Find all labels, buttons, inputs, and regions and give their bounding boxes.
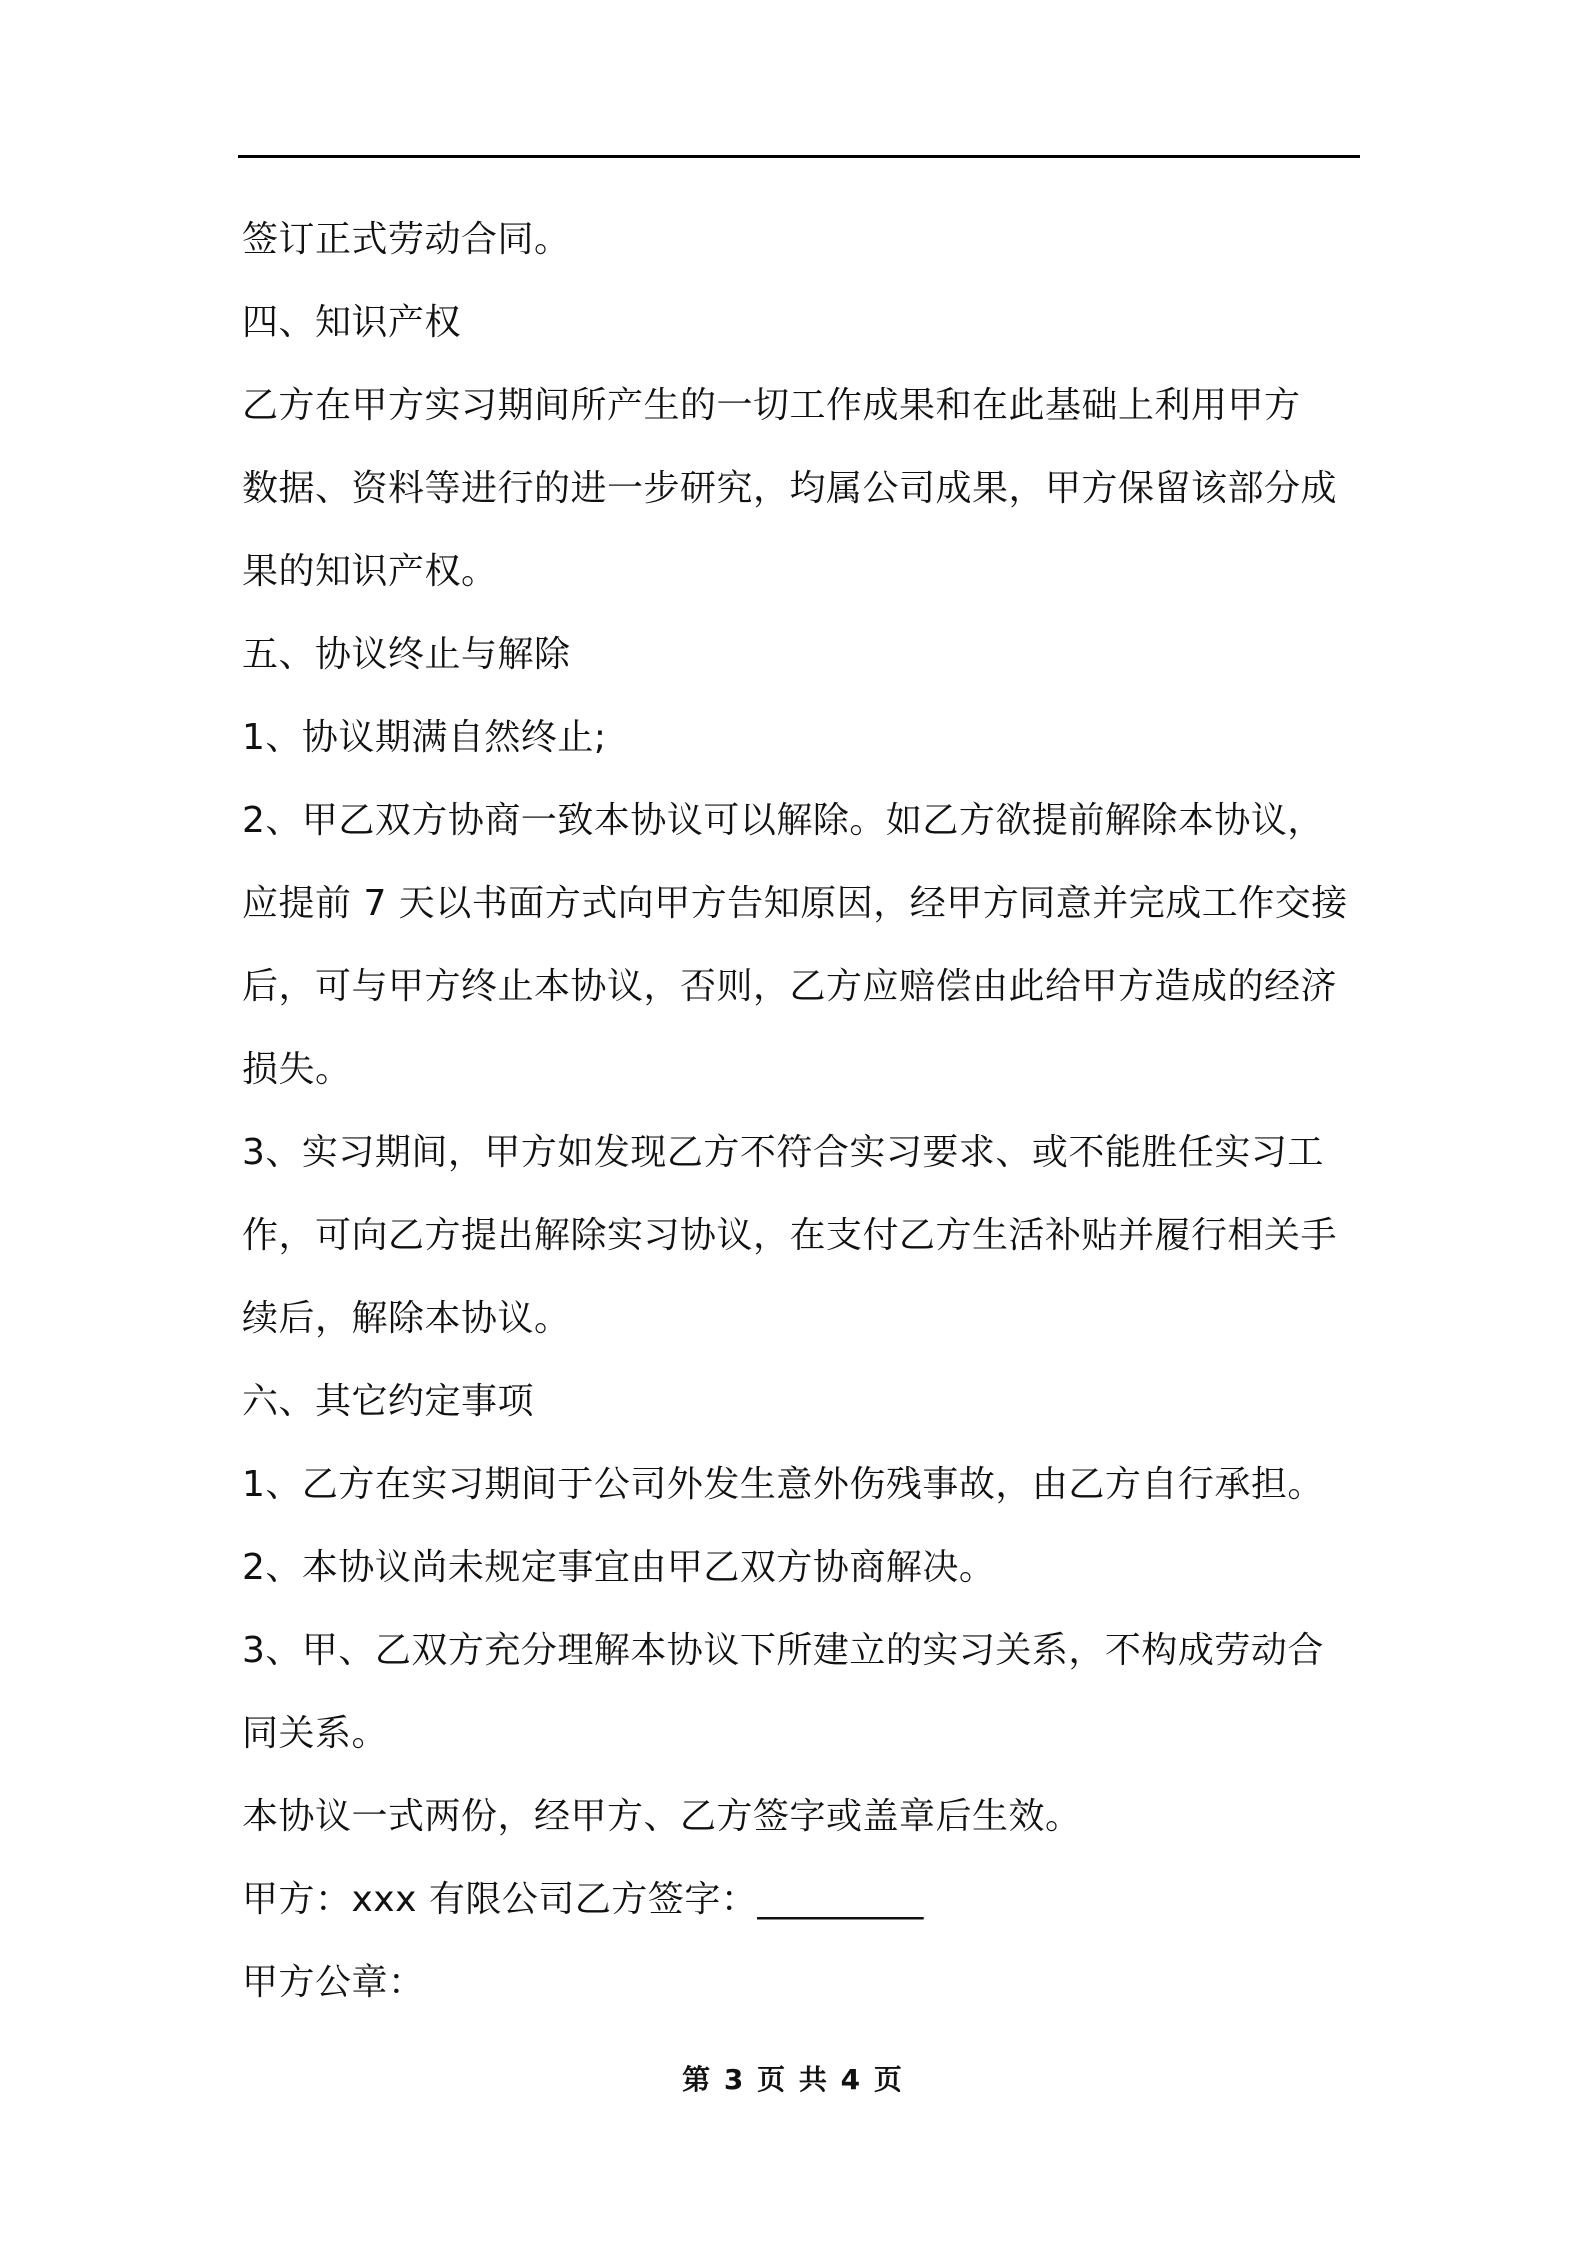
body-line: 2、本协议尚未规定事宜由甲乙双方协商解决。 <box>242 1547 996 1588</box>
body-line: 损失。 <box>242 1049 352 1090</box>
body-line: 1、乙方在实习期间于公司外发生意外伤残事故，由乙方自行承担。 <box>242 1464 1324 1505</box>
seal-line: 甲方公章： <box>242 1962 425 2003</box>
section-heading: 五、协议终止与解除 <box>242 634 571 675</box>
body-line: 果的知识产权。 <box>242 551 498 592</box>
body-line: 同关系。 <box>242 1713 389 1754</box>
body-line: 3、甲、乙双方充分理解本协议下所建立的实习关系，不构成劳动合 <box>242 1630 1324 1671</box>
document-body <box>242 198 1358 2024</box>
body-line: 作，可向乙方提出解除实习协议，在支付乙方生活补贴并履行相关手 <box>242 1215 1338 1256</box>
section-heading: 六、其它约定事项 <box>242 1381 535 1422</box>
body-line: 应提前 7 天以书面方式向甲方告知原因，经甲方同意并完成工作交接 <box>242 883 1348 924</box>
body-line: 乙方在甲方实习期间所产生的一切工作成果和在此基础上利用甲方 <box>242 385 1301 426</box>
body-line: 后，可与甲方终止本协议，否则，乙方应赔偿由此给甲方造成的经济 <box>242 966 1338 1007</box>
body-line: 3、实习期间，甲方如发现乙方不符合实习要求、或不能胜任实习工 <box>242 1132 1324 1173</box>
header-rule <box>238 155 1360 158</box>
body-line: 本协议一式两份，经甲方、乙方签字或盖章后生效。 <box>242 1796 1082 1837</box>
signature-line: 甲方：xxx 有限公司乙方签字：_________ <box>242 1879 924 1920</box>
body-line: 续后，解除本协议。 <box>242 1298 571 1339</box>
page-footer: 第 3 页 共 4 页 <box>682 2063 904 2096</box>
body-line: 1、协议期满自然终止; <box>242 717 607 758</box>
body-line: 数据、资料等进行的进一步研究，均属公司成果，甲方保留该部分成 <box>242 468 1338 509</box>
body-line: 2、甲乙双方协商一致本协议可以解除。如乙方欲提前解除本协议， <box>242 800 1324 841</box>
section-heading: 四、知识产权 <box>242 302 462 343</box>
body-line: 签订正式劳动合同。 <box>242 219 571 260</box>
